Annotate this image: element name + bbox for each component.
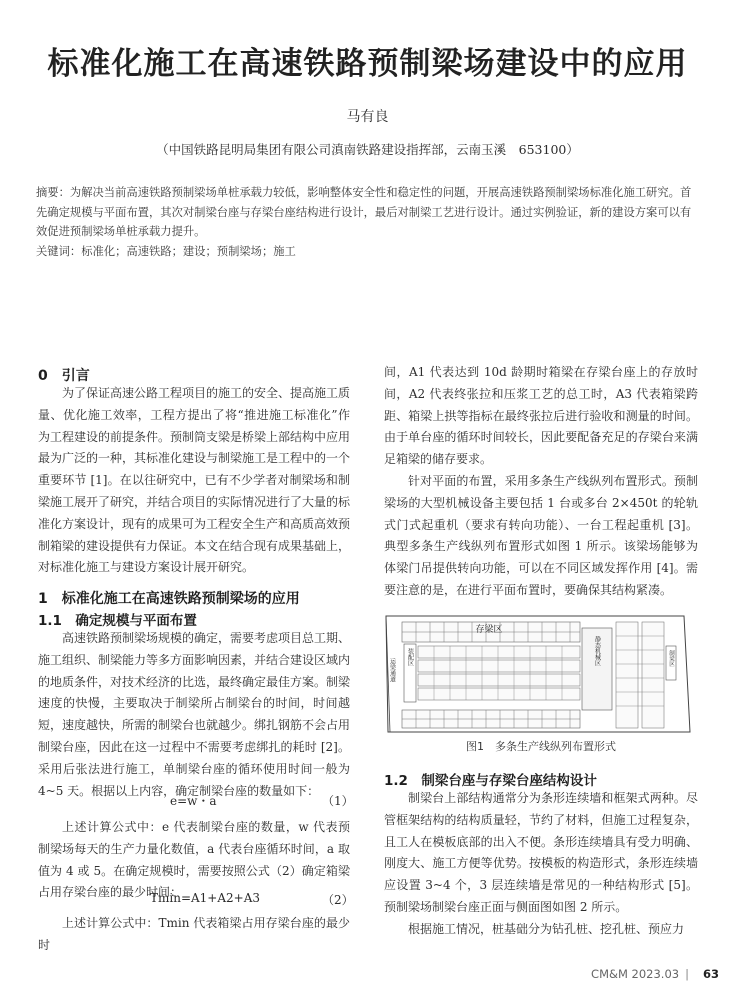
affiliation: （中国铁路昆明局集团有限公司滇南铁路建设指挥部，云南玉溪 653100）	[156, 142, 579, 157]
section-heading-intro: 0 引言	[38, 368, 90, 384]
body-block	[38, 913, 350, 957]
footer-separator: |	[685, 967, 689, 981]
subsection-heading-1-1: 1.1 确定规模与平面布置	[38, 613, 197, 629]
page-number: 63	[702, 967, 719, 981]
paragraph: 根据施工情况，桩基础分为钻孔桩、挖孔桩、预应力	[408, 921, 685, 936]
abstract-label: 摘要：	[36, 186, 70, 199]
paragraph: 上述计算公式中：Tmin 代表箱梁占用存梁台座的最少时	[38, 916, 350, 952]
label-binding: 装配区	[406, 648, 414, 666]
keywords	[36, 242, 701, 261]
label-storage: 存梁区	[475, 625, 503, 635]
equation-1: e=w・a	[170, 794, 217, 808]
figure-1-layout-diagram	[384, 606, 698, 736]
equation-2: Tmin=A1+A2+A3	[150, 891, 261, 905]
author: 马有良	[346, 109, 389, 125]
keywords-text: 标准化；高速铁路；建设；预制梁场；施工	[81, 245, 296, 258]
paragraph: 为了保证高速公路工程项目的施工的安全、提高施工质量、优化施工效率，工程方提出了将“推进施工标准化”作为工程建设的前提条件。预制筒支梁是桥梁上部结构中应用最为广泛的一种，其标准化建设与制梁施工是工程中的一个重要环节 [1]。在以往研究中，已有不少学者对制梁场和制梁施工展开了研究，并结合项目的实际情况进行了大量的标准化方案设计，现有的成果可为工程安全生产和高质高效预制箱梁的建设提供有力保证。本文在结合现有成果基础上，对标准化施工与建设方案设计展开研究。	[38, 386, 351, 575]
intro-paragraph	[38, 383, 350, 579]
keywords-label: 关键词：	[36, 245, 82, 258]
abstract	[36, 183, 701, 242]
paragraph: 间，A1 代表达到 10d 龄期时箱梁在存梁台座上的存放时间，A2 代表终张拉和压浆工艺的总工时，A3 代表箱梁跨距、箱梁上拱等指标在最终张拉后进行验收和测量的时间。由于单台座的循环时间较长，因此要配备充足的存梁台来满足箱梁的储存要求。	[384, 365, 698, 467]
section-heading-1: 1 标准化施工在高速铁路预制梁场的应用	[38, 591, 300, 607]
label-side: 制梁区	[668, 650, 674, 667]
body-block	[384, 362, 698, 602]
label-road: 运梁通道	[388, 658, 396, 682]
abstract-text: 为解决当前高速铁路预制梁场单桩承载力较低，影响整体安全性和稳定性的问题，开展高速铁路预制梁场标准化施工研究。首先确定规模与平面布置，其次对制梁台座与存梁台座结构进行设计，最后对制梁工艺进行设计。通过实例验证，新的建设方案可以有效促进预制梁场单桩承载力提升。	[36, 186, 692, 238]
body-block	[384, 788, 698, 941]
paragraph: 上述计算公式中：e 代表制梁台座的数量，w 代表预制梁场每天的生产力量化数值，a 代表台座循环时间，a 取值为 4 或 5。在确定规模时，需要按照公式（2）确定箱梁占用存梁台座的最少时间：	[38, 820, 350, 900]
paragraph: 制梁台上部结构通常分为条形连续墙和框架式两种。尽管框架结构的结构质量轻，节约了材料，但施工过程复杂，且工人在模板底部的出入不便。条形连续墙具有受力明确、刚度大、施工方便等优势。按模板的构造形式，条形连续墙应设置 3~4 个，3 层连续墙是常见的一种结构形式 [5]。预制梁场制梁台座正面与侧面图如图 2 所示。	[384, 791, 698, 914]
figure-1-caption: 图1 多条生产线纵列布置形式	[466, 740, 616, 753]
label-making: 静态机械区	[593, 636, 601, 666]
equation-number-2: （2）	[322, 893, 354, 907]
equation-number-1: （1）	[322, 794, 354, 808]
paragraph: 针对平面的布置，采用多条生产线纵列布置形式。预制梁场的大型机械设备主要包括 1 台或多台 2×450t 的轮轨式门式起重机（要求有转向功能）、一台工程起重机 [3]。典型多条生产线纵列布置形式如图 1 所示。该梁场能够为体梁门吊提供转向功能，可以在不同区域发挥作用 [4]。需要注意的是，在进行平面布置时，要确保其结构紧凑。	[384, 473, 698, 597]
paragraph: 高速铁路预制梁场规模的确定，需要考虑项目总工期、施工组织、制梁能力等多方面影响因素，并结合建设区域内的地质条件，对技术经济的比选，最终确定最佳方案。制梁速度的快慢，主要取决于制梁所占制梁台的时间，时间越短，速度越快，所需的制梁台也就越少。绑扎钢筋不会占用制梁台座，因此在这一过程中不需要考虑绑扎的耗时 [2]。采用后张法进行施工，单制梁台座的循环使用时间一般为 4~5 天。根据以上内容，确定制梁台座的数量如下：	[38, 631, 351, 798]
subsection-heading-1-2: 1.2 制梁台座与存梁台座结构设计	[384, 773, 597, 789]
paper-title: 标准化施工在高速铁路预制梁场建设中的应用	[47, 46, 688, 82]
journal-name: CM&M 2023.03	[591, 967, 680, 981]
production-lines	[418, 646, 580, 700]
page-footer	[591, 967, 719, 981]
body-block	[38, 628, 350, 802]
